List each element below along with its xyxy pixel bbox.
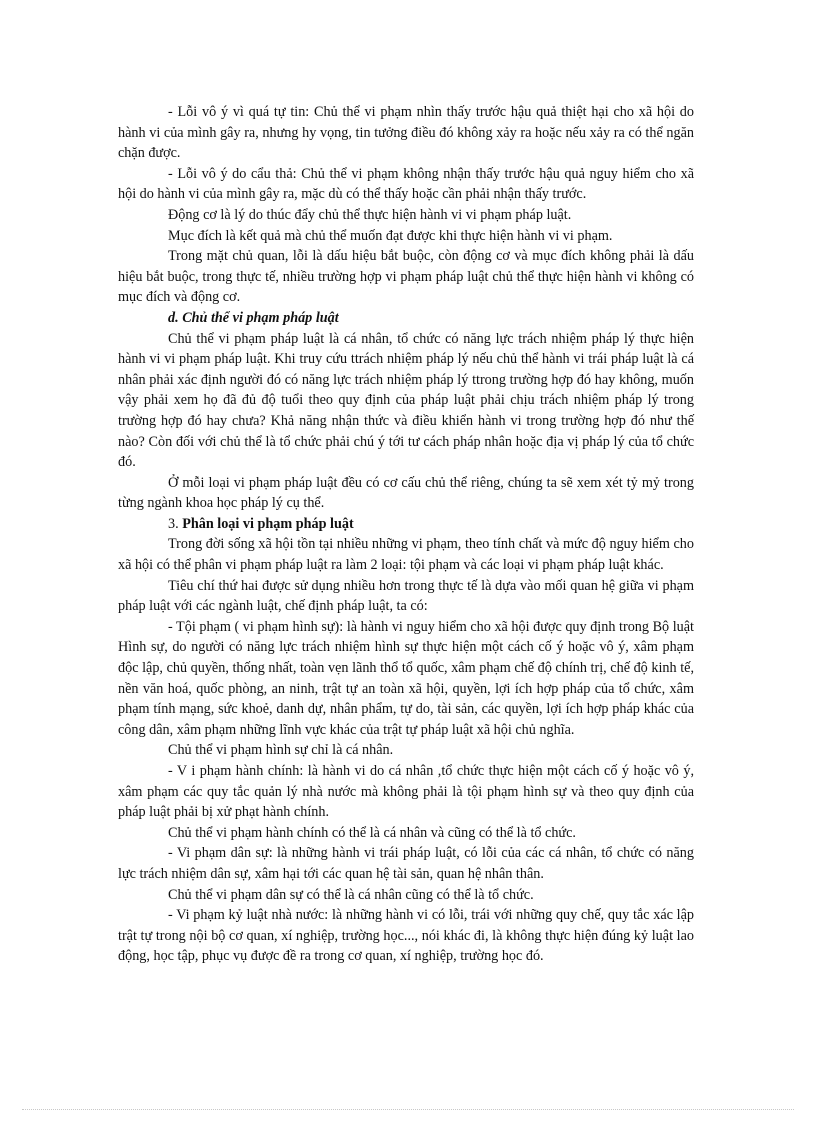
paragraph: Trong mặt chủ quan, lỗi là dấu hiệu bắt buộc, còn động cơ và mục đích không phải là dấu hiệu bắt buộc, trong thực tế, nhiều trường hợp vi phạm pháp luật chủ thể thực hiện hành vi không có mục đích và động cơ. bbox=[118, 248, 694, 306]
paragraph: Mục đích là kết quả mà chủ thể muốn đạt được khi thực hiện hành vi vi phạm. bbox=[168, 227, 613, 244]
paragraph: - Vi phạm dân sự: là những hành vi trái pháp luật, có lỗi của các cá nhân, tổ chức có năng lực trách nhiệm dân sự, xâm hại tới các quan hệ tài sản, quan hệ nhân thân. bbox=[118, 845, 694, 882]
paragraph: Động cơ là lý do thúc đẩy chủ thể thực hiện hành vi vi phạm pháp luật. bbox=[168, 206, 572, 223]
paragraph: - Tội phạm ( vi phạm hình sự): là hành vi nguy hiểm cho xã hội được quy định trong Bộ luật Hình sự, do người có năng lực trách nhiệm hình sự thực hiện một cách cố ý hoặc vô ý, xâm phạm độc lập, chủ quyền, thống nhất, toàn vẹn lãnh thổ tổ quốc, xâm phạm chế độ chính trị, chế độ kinh tế, nền văn hoá, quốc phòng, an ninh, trật tự an toàn xã hội, quyền, lợi ích hợp pháp của tổ chức, xâm phạm tính mạng, sức khoẻ, danh dự, nhân phẩm, tự do, tài sản, các quyền, lợi ích hợp pháp khác của công dân, xâm phạm những lĩnh vực khác của trật tự pháp luật xã hội chủ nghĩa. bbox=[118, 618, 694, 738]
paragraph: Tiêu chí thứ hai được sử dụng nhiều hơn trong thực tế là dựa vào mối quan hệ giữa vi phạm pháp luật với các ngành luật, chế định pháp luật, ta có: bbox=[118, 577, 694, 615]
section-heading-3 bbox=[118, 514, 694, 535]
section-heading-d: d. Chủ thể vi phạm pháp luật bbox=[168, 309, 339, 326]
paragraph: Trong đời sống xã hội tồn tại nhiều những vi phạm, theo tính chất và mức độ nguy hiểm cho xã hội có thể phân vi phạm pháp luật ra làm 2 loại: tội phạm và các loại vi phạm pháp luật khác. bbox=[118, 536, 694, 574]
paragraph: Chủ thể vi phạm pháp luật là cá nhân, tổ chức có năng lực trách nhiệm pháp lý thực hiện hành vi vi phạm pháp luật. Khi truy cứu ttrách nhiệm pháp lý nếu chủ thể hành vi trái pháp luật là cá nhân phải xác định người đó có năng lực trách nhiệm pháp lý ttrong trường hợp đó hay không, muốn vậy phải xem họ đã đủ độ tuổi theo quy định của pháp luật phải chịu trách nhiệm pháp lý trong trường hợp đó hay chưa? Khả năng nhận thức và điều khiển hành vi trong trường hợp đó như thế nào? Còn đối với chủ thể là tổ chức phải chú ý tới tư cách pháp nhân hoặc địa vị pháp lý của tổ chức đó. bbox=[118, 330, 694, 471]
paragraph: Ở mỗi loại vi phạm pháp luật đều có cơ cấu chủ thể riêng, chúng ta sẽ xem xét tỷ mỷ trong từng ngành khoa học pháp lý cụ thể. bbox=[118, 474, 694, 512]
paragraph: Chủ thể vi phạm hình sự chỉ là cá nhân. bbox=[168, 742, 394, 759]
document-body bbox=[118, 102, 694, 967]
section-title: Phân loại vi phạm pháp luật bbox=[182, 515, 354, 532]
paragraph: - V i phạm hành chính: là hành vi do cá nhân ,tổ chức thực hiện một cách cố ý hoặc vô ý, xâm phạm các quy tắc quản lý nhà nước mà không phải là tội phạm hình sự và theo quy định của pháp luật phải bị xử phạt hành chính. bbox=[118, 763, 694, 821]
paragraph: - Vi phạm kỷ luật nhà nước: là những hành vi có lỗi, trái với những quy chế, quy tắc xác lập trật tự trong nội bộ cơ quan, xí nghiệp, trường học..., nói khác đi, là không thực hiện đúng kỷ luật lao động, học tập, phục vụ được đề ra trong cơ quan, xí nghiệp, trường học đó. bbox=[118, 907, 694, 965]
paragraph: - Lỗi vô ý vì quá tự tin: Chủ thể vi phạm nhìn thấy trước hậu quả thiệt hại cho xã hội do hành vi của mình gây ra, nhưng hy vọng, tin tưởng điều đó không xảy ra hoặc nếu xảy ra có thể ngăn chặn được. bbox=[118, 104, 694, 162]
section-number: 3. bbox=[168, 515, 179, 532]
paragraph: Chủ thể vi phạm hành chính có thể là cá nhân và cũng có thể là tổ chức. bbox=[168, 824, 576, 841]
page-bottom-divider bbox=[22, 1109, 794, 1110]
paragraph: Chủ thể vi phạm dân sự có thể là cá nhân cũng có thể là tổ chức. bbox=[168, 886, 534, 903]
paragraph: - Lỗi vô ý do cẩu thả: Chủ thể vi phạm không nhận thấy trước hậu quả nguy hiểm cho xã hội do hành vi của mình gây ra, mặc dù có thể thấy hoặc cần phải nhận thấy trước. bbox=[118, 165, 694, 203]
